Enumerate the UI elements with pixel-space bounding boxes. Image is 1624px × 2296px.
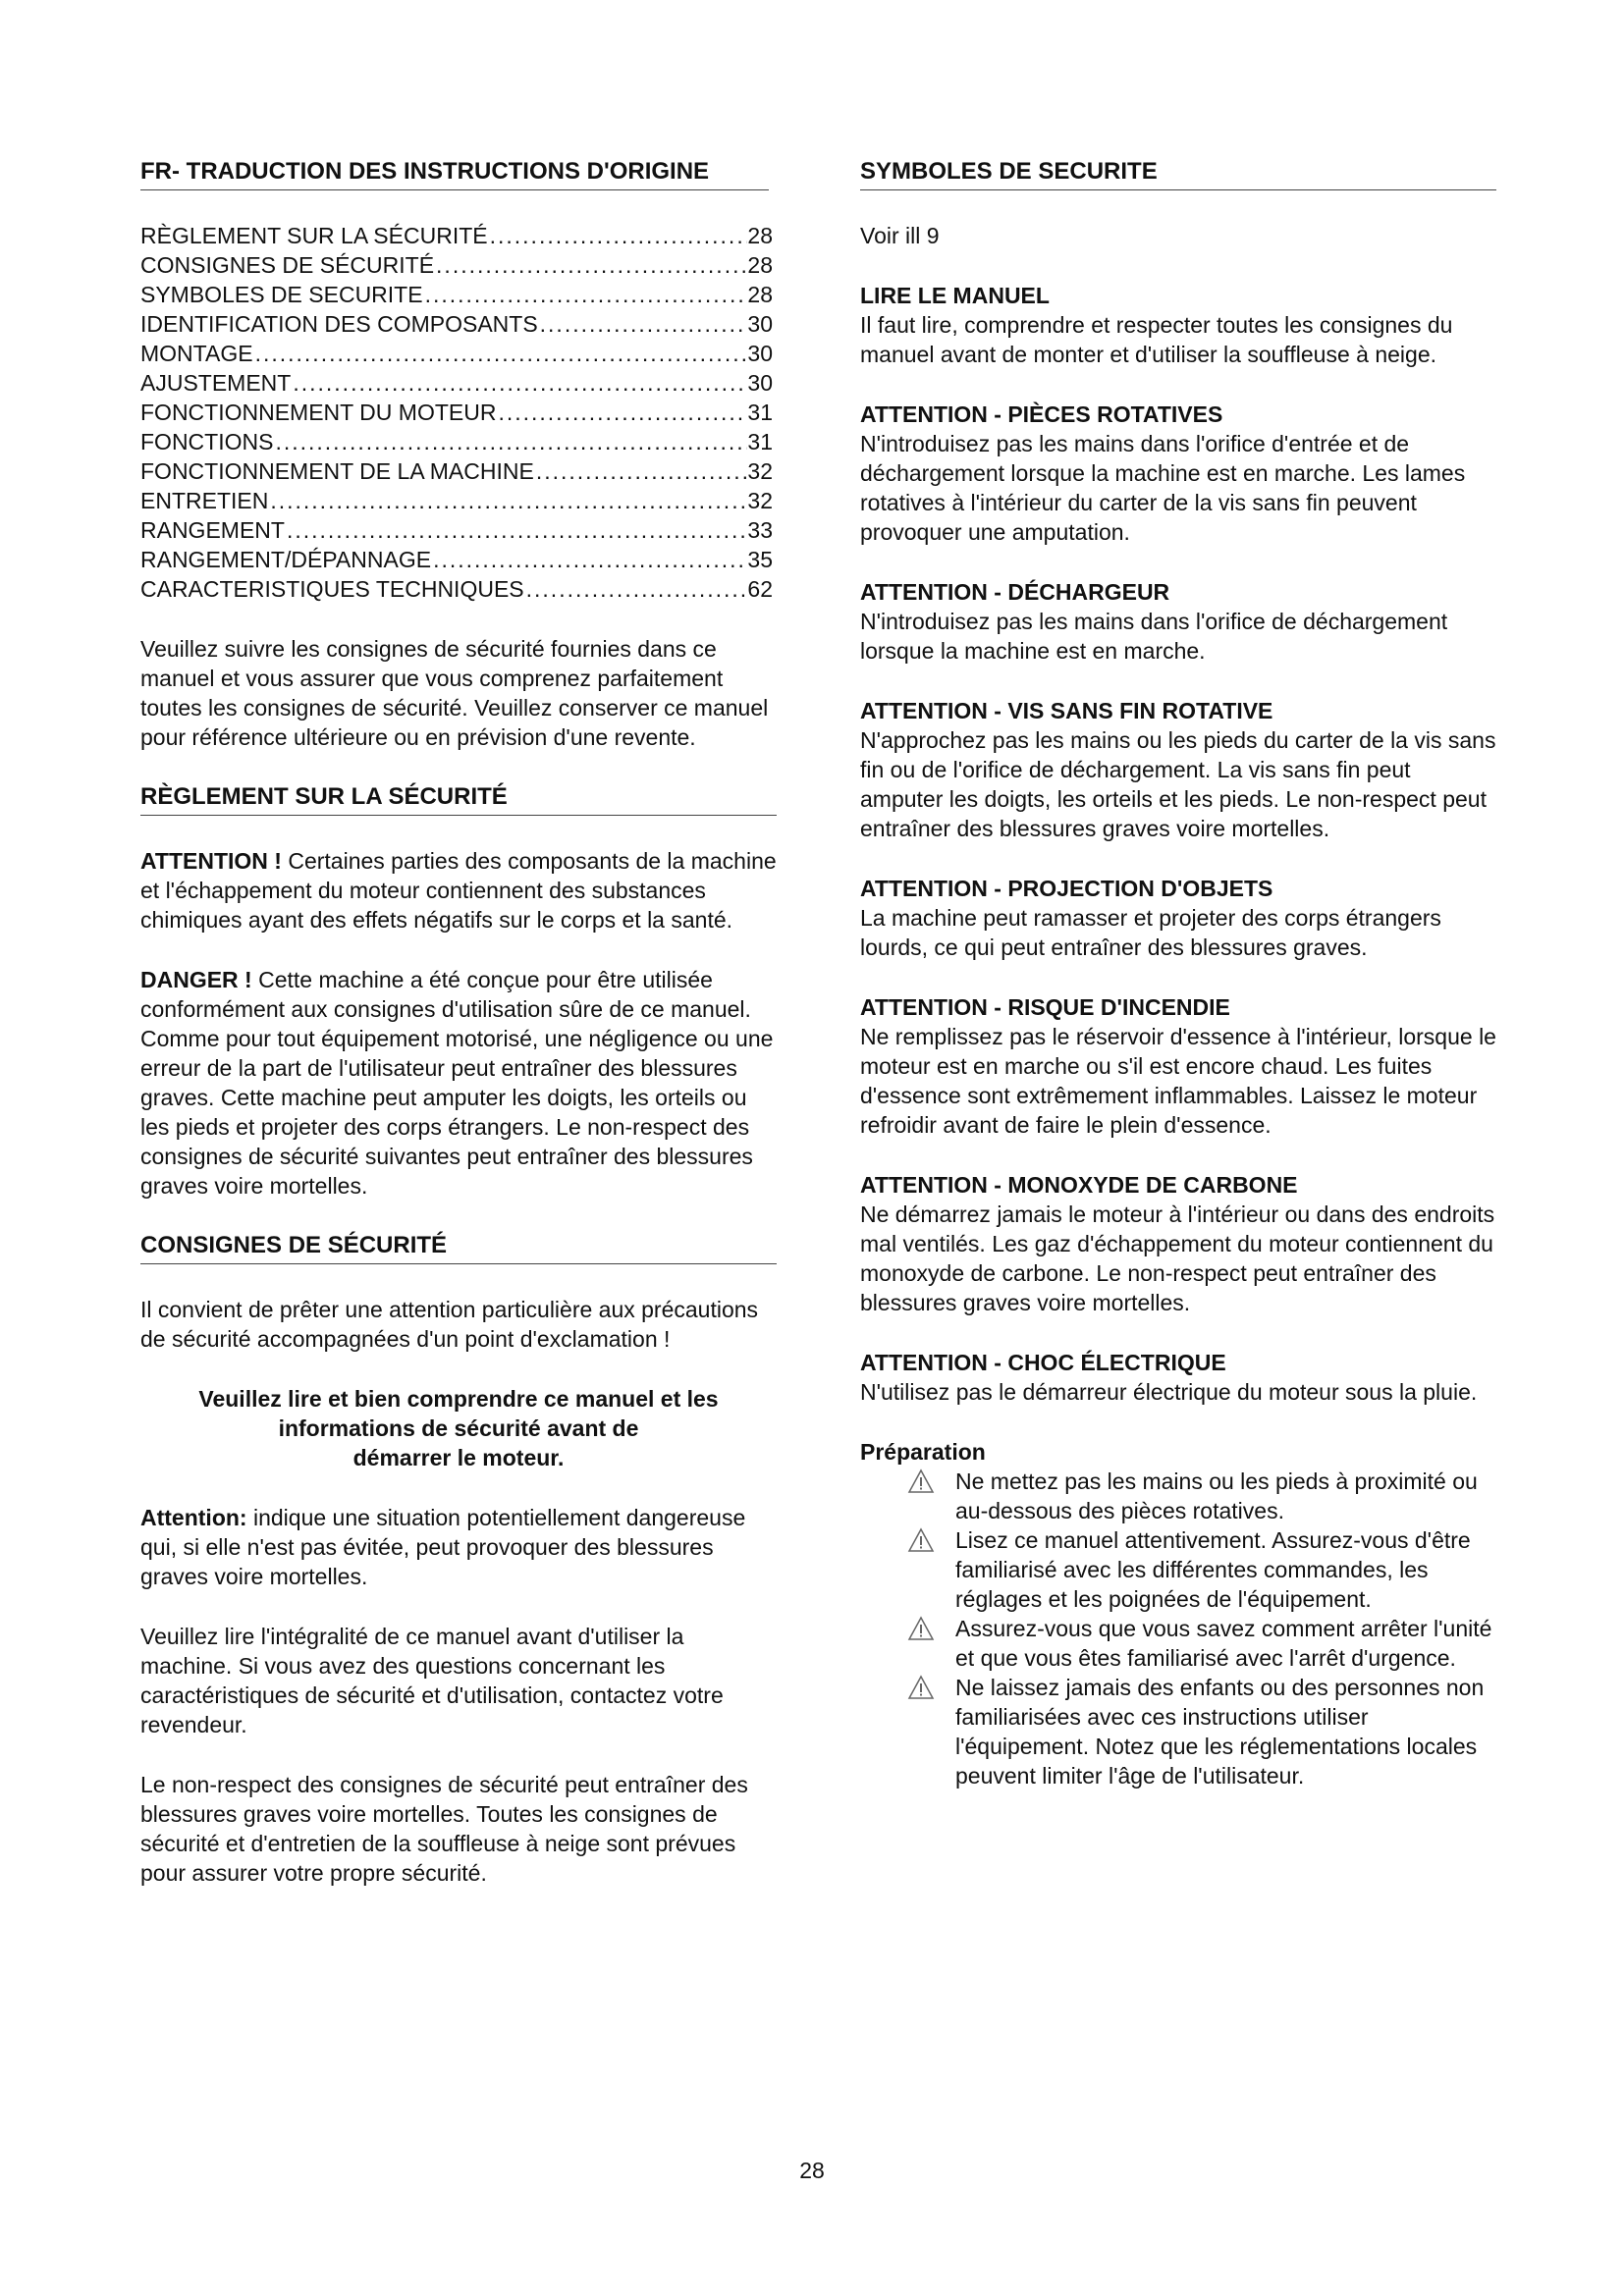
symbol-section-text: N'introduisez pas les mains dans l'orifice de déchargement lorsque la machine est en marche. xyxy=(860,609,1448,664)
left-column xyxy=(140,157,777,1918)
preparation-item xyxy=(860,1467,1496,1525)
danger-text: Cette machine a été conçue pour être utilisée conformément aux consignes d'utilisation sûre de ce manuel. Comme pour tout équipement motorisé, une négligence ou une erreur de la part de l'utilisateur peut entraîner des blessures graves. Cette machine peut amputer les doigts, les orteils ou les pieds et projeter des corps étrangers. Le non-respect des consignes de sécurité suivantes peut entraîner des blessures graves voire mortelles. xyxy=(140,967,774,1199)
section-heading-reglement: RÈGLEMENT SUR LA SÉCURITÉ xyxy=(140,782,777,816)
symbol-section xyxy=(860,577,1496,666)
symbol-section xyxy=(860,1348,1496,1407)
toc-entry-title: MONTAGE xyxy=(140,341,253,366)
symbol-section-text: N'introduisez pas les mains dans l'orifice d'entrée et de déchargement lorsque la machine est en marche. Les lames rotatives à l'intérieur du carter de la vis sans fin peuvent provoquer une amputation. xyxy=(860,431,1466,545)
toc-entry-page: 32 xyxy=(747,488,773,513)
toc-entry-page: 28 xyxy=(747,252,773,278)
right-column xyxy=(860,157,1496,1790)
toc-entry xyxy=(140,339,777,368)
symbol-section xyxy=(860,400,1496,547)
symbol-section xyxy=(860,281,1496,369)
intro-paragraph: Veuillez suivre les consignes de sécurité fournies dans ce manuel et vous assurer que vous comprenez parfaitement toutes les consignes de sécurité. Veuillez conserver ce manuel pour référence ultérieure ou en prévision d'une revente. xyxy=(140,636,769,750)
symbol-section-title: LIRE LE MANUEL xyxy=(860,283,1050,308)
toc-entry-title: RANGEMENT/DÉPANNAGE xyxy=(140,547,432,572)
toc-entry xyxy=(140,280,777,309)
toc-entry xyxy=(140,456,777,486)
symbol-section-text: Il faut lire, comprendre et respecter toutes les consignes du manuel avant de monter et d'utiliser la souffleuse à neige. xyxy=(860,312,1453,367)
preparation-item-text: Ne mettez pas les mains ou les pieds à proximité ou au-dessous des pièces rotatives. xyxy=(955,1468,1478,1523)
warning-triangle-icon xyxy=(907,1616,935,1641)
attention-definition-text: indique une situation potentiellement dangereuse qui, si elle n'est pas évitée, peut provoquer des blessures graves voire mortelles. xyxy=(140,1505,746,1589)
symbol-section-title: ATTENTION - VIS SANS FIN ROTATIVE xyxy=(860,698,1273,723)
preparation-item-text: Assurez-vous que vous savez comment arrêter l'unité et que vous êtes familiarisé avec l'arrêt d'urgence. xyxy=(955,1616,1492,1671)
attention-definition-lead: Attention: xyxy=(140,1505,247,1530)
toc-entry xyxy=(140,368,777,398)
preparation-list xyxy=(860,1467,1496,1790)
symbol-section-title: ATTENTION - PROJECTION D'OBJETS xyxy=(860,876,1273,901)
toc-entry-title: AJUSTEMENT xyxy=(140,370,292,396)
attention-definition-paragraph xyxy=(140,1503,777,1591)
nonrespect-paragraph: Le non-respect des consignes de sécurité peut entraîner des blessures graves voire mortelles. Toutes les consignes de sécurité et d'entretien de la souffleuse à neige sont prévues pour assurer votre propre sécurité. xyxy=(140,1772,748,1886)
toc-entry-title: RÈGLEMENT SUR LA SÉCURITÉ xyxy=(140,223,488,248)
symbol-section-title: ATTENTION - CHOC ÉLECTRIQUE xyxy=(860,1350,1226,1375)
toc-entry-page: 28 xyxy=(747,282,773,307)
toc-entry xyxy=(140,250,777,280)
toc-entry xyxy=(140,309,777,339)
toc-entry-title: FONCTIONNEMENT DE LA MACHINE xyxy=(140,458,534,484)
symbol-section-title: ATTENTION - RISQUE D'INCENDIE xyxy=(860,994,1230,1020)
attention-lead: ATTENTION ! xyxy=(140,848,282,874)
section-heading-symboles: SYMBOLES DE SECURITE xyxy=(860,157,1496,190)
toc-entry-title: CARACTERISTIQUES TECHNIQUES xyxy=(140,576,524,602)
symbol-section-text: N'approchez pas les mains ou les pieds du carter de la vis sans fin ou de l'orifice de déchargement. La vis sans fin peut amputer les doigts, les orteils et les pieds. Le non-respect peut entraîner des blessures graves voire mortelles. xyxy=(860,727,1496,841)
consignes-paragraph: Il convient de prêter une attention particulière aux précautions de sécurité accompagnées d'un point d'exclamation ! xyxy=(140,1297,759,1352)
bold-notice-line: Veuillez lire et bien comprendre ce manuel et les xyxy=(198,1386,719,1412)
table-of-contents xyxy=(140,221,777,604)
preparation-title: Préparation xyxy=(860,1439,986,1465)
page-title: FR- TRADUCTION DES INSTRUCTIONS D'ORIGINE xyxy=(140,157,769,190)
toc-entry-page: 35 xyxy=(747,547,773,572)
toc-entry-title: FONCTIONS xyxy=(140,429,274,454)
warning-triangle-icon xyxy=(907,1675,935,1700)
toc-entry-page: 31 xyxy=(747,429,773,454)
section-heading-consignes: CONSIGNES DE SÉCURITÉ xyxy=(140,1231,777,1264)
warning-triangle-icon xyxy=(907,1527,935,1553)
bold-notice-line: informations de sécurité avant de xyxy=(278,1415,639,1441)
symbol-section xyxy=(860,1170,1496,1317)
symbol-section-text: Ne démarrez jamais le moteur à l'intérieur ou dans des endroits mal ventilés. Les gaz d'échappement du moteur contiennent du monoxyde de carbone. Le non-respect peut entraîner des blessures graves voire mortelles. xyxy=(860,1201,1495,1315)
preparation-item xyxy=(860,1614,1496,1673)
toc-entry-page: 32 xyxy=(747,458,773,484)
toc-entry-page: 30 xyxy=(747,370,773,396)
read-manual-paragraph: Veuillez lire l'intégralité de ce manuel avant d'utiliser la machine. Si vous avez des questions concernant les caractéristiques de sécurité et d'utilisation, contactez votre revendeur. xyxy=(140,1624,724,1737)
symbol-section-text: La machine peut ramasser et projeter des corps étrangers lourds, ce qui peut entraîner des blessures graves. xyxy=(860,905,1441,960)
toc-entry xyxy=(140,574,777,604)
bold-notice xyxy=(140,1384,777,1472)
toc-entry-page: 62 xyxy=(747,576,773,602)
toc-entry xyxy=(140,427,777,456)
toc-entry-page: 30 xyxy=(747,311,773,337)
toc-entry-title: SYMBOLES DE SECURITE xyxy=(140,282,423,307)
toc-entry-page: 33 xyxy=(747,517,773,543)
preparation-item-text: Ne laissez jamais des enfants ou des personnes non familiarisées avec ces instructions utiliser l'équipement. Notez que les réglementations locales peuvent limiter l'âge de l'utilisateur. xyxy=(955,1675,1485,1789)
toc-entry xyxy=(140,515,777,545)
symbol-section xyxy=(860,696,1496,843)
symbol-section xyxy=(860,874,1496,962)
attention-paragraph xyxy=(140,846,777,934)
attention-text: Certaines parties des composants de la machine et l'échappement du moteur contiennent des substances chimiques ayant des effets négatifs sur le corps et la santé. xyxy=(140,848,777,933)
toc-entry-title: FONCTIONNEMENT DU MOTEUR xyxy=(140,400,497,425)
symbol-section-title: ATTENTION - PIÈCES ROTATIVES xyxy=(860,401,1223,427)
toc-entry-title: RANGEMENT xyxy=(140,517,285,543)
danger-lead: DANGER ! xyxy=(140,967,252,992)
toc-entry-page: 31 xyxy=(747,400,773,425)
symbol-section-text: N'utilisez pas le démarreur électrique du moteur sous la pluie. xyxy=(860,1379,1478,1405)
danger-paragraph xyxy=(140,965,777,1201)
toc-entry-title: CONSIGNES DE SÉCURITÉ xyxy=(140,252,435,278)
toc-entry-title: ENTRETIEN xyxy=(140,488,269,513)
toc-entry xyxy=(140,486,777,515)
page-number: 28 xyxy=(799,2158,825,2183)
toc-entry-page: 28 xyxy=(747,223,773,248)
toc-entry-page: 30 xyxy=(747,341,773,366)
symbol-section-text: Ne remplissez pas le réservoir d'essence à l'intérieur, lorsque le moteur est en marche ou s'il est encore chaud. Les fuites d'essence sont extrêmement inflammables. Laissez le moteur refroidir avant de faire le plein d'essence. xyxy=(860,1024,1496,1138)
toc-entry xyxy=(140,221,777,250)
toc-entry xyxy=(140,545,777,574)
warning-triangle-icon xyxy=(907,1468,935,1494)
bold-notice-line: démarrer le moteur. xyxy=(352,1445,565,1470)
symbol-section-title: ATTENTION - MONOXYDE DE CARBONE xyxy=(860,1172,1298,1198)
preparation-item-text: Lisez ce manuel attentivement. Assurez-vous d'être familiarisé avec les différentes commandes, les réglages et les poignées de l'équipement. xyxy=(955,1527,1471,1612)
preparation-item xyxy=(860,1673,1496,1790)
see-illustration-text: Voir ill 9 xyxy=(860,223,940,248)
toc-entry xyxy=(140,398,777,427)
symbol-section xyxy=(860,992,1496,1140)
preparation-item xyxy=(860,1525,1496,1614)
symbol-section-title: ATTENTION - DÉCHARGEUR xyxy=(860,579,1170,605)
toc-entry-title: IDENTIFICATION DES COMPOSANTS xyxy=(140,311,538,337)
